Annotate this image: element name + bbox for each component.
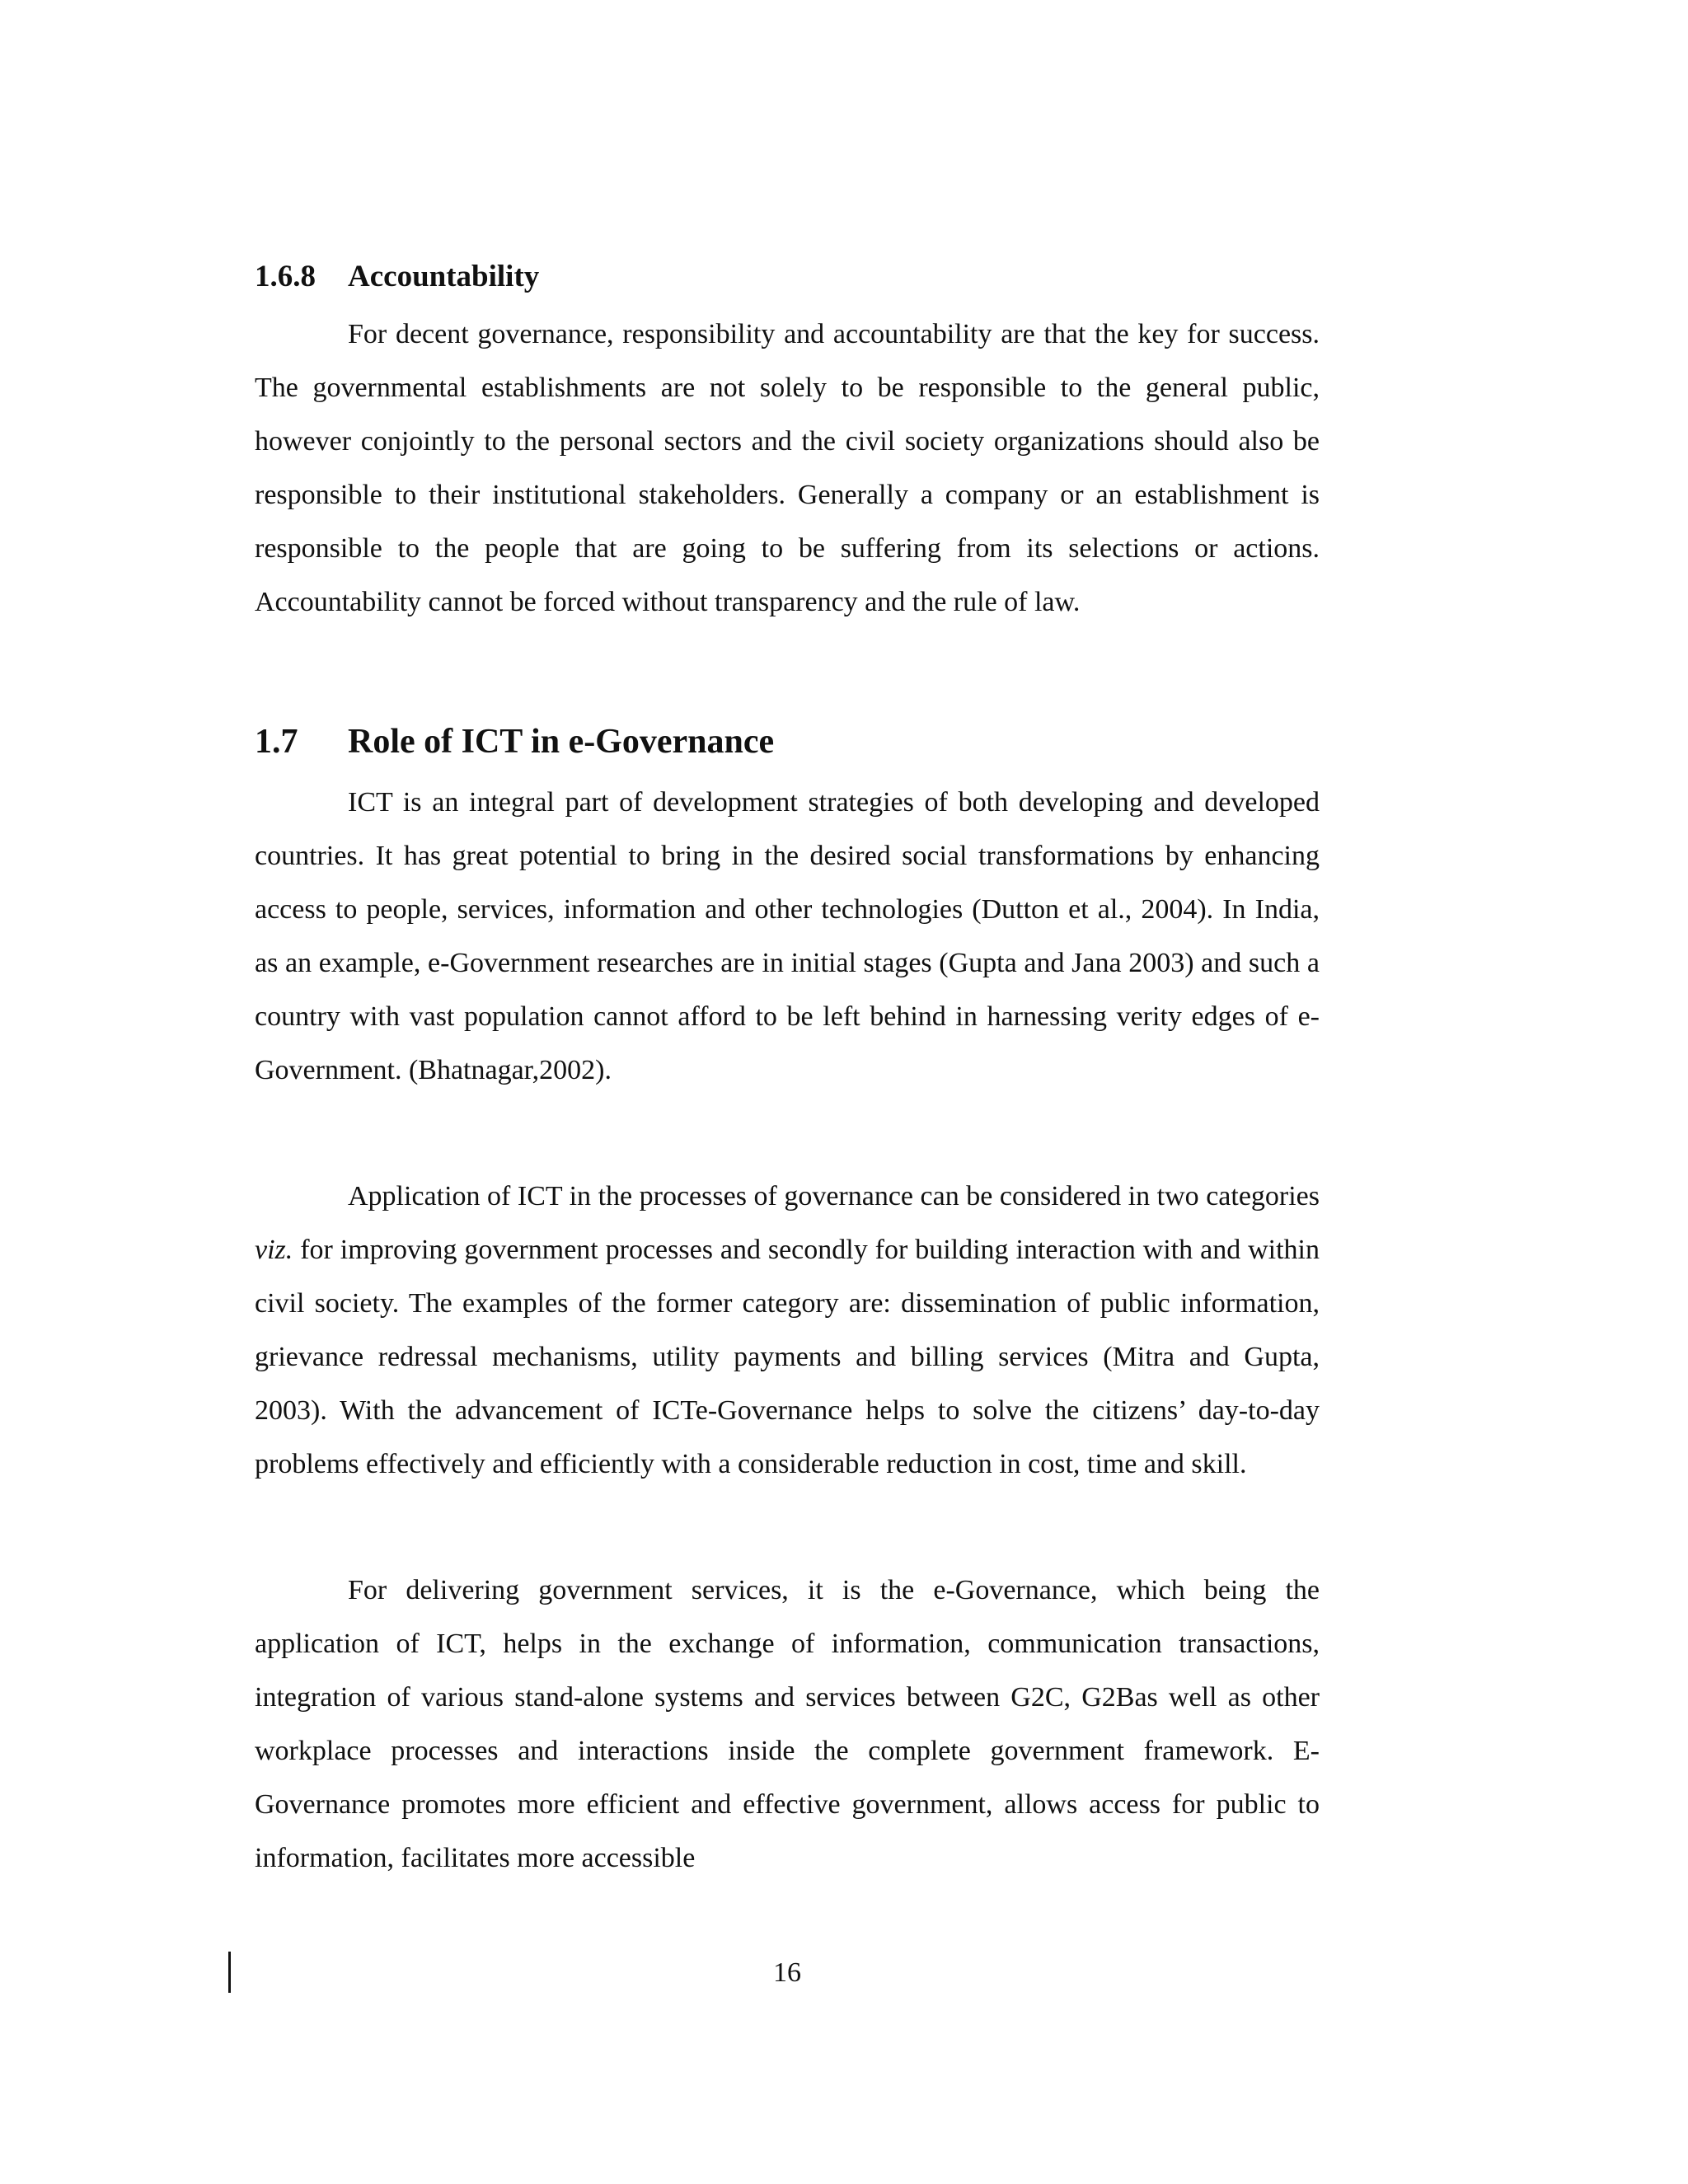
section-title: Accountability: [348, 260, 540, 293]
section-number: 1.6.8: [255, 260, 316, 293]
section-heading-1-7: [255, 719, 774, 765]
paragraph-text-start: Application of ICT in the processes of governance can be considered in two categories: [348, 1181, 1320, 1212]
paragraph-e-governance-services: For delivering government services, it is the e-Governance, which being the application of ICT, helps in the exchange of information, communication transactions, integration of various stand-alone systems and services between G2C, G2Bas well as other workplace processes and interactions inside the complete government framework. E-Governance promotes more efficient and effective government, allows access for public to information, facilitates more accessible: [255, 1575, 1320, 1873]
page-number: 16: [773, 1957, 801, 1988]
italic-term: viz.: [255, 1235, 293, 1265]
section-heading-1-6-8: [255, 255, 539, 298]
paragraph-text-end: for improving government processes and secondly for building interaction with and within civil society. The examples of the former category are: dissemination of public information, grievance redressal mechanisms, utility payments and billing services (Mitra and Gupta, 2003). With the advancement of ICTe-Governance helps to solve the citizens’ day-to-day problems effectively and efficiently with a considerable reduction in cost, time and skill.: [255, 1235, 1320, 1479]
section-number: 1.7: [255, 723, 298, 761]
paragraph-ict-application: [255, 1169, 1320, 1491]
section-title: Role of ICT in e-Governance: [348, 723, 775, 761]
paragraph-accountability: For decent governance, responsibility and accountability are that the key for success. The governmental establishments are not solely to be responsible to the general public, however conjointly to the personal sectors and the civil society organizations should also be responsible to their institutional stakeholders. Generally a company or an establishment is responsible to the people that are going to be suffering from its selections or actions. Accountability cannot be forced without transparency and the rule of law.: [255, 319, 1320, 617]
paragraph-ict-development: ICT is an integral part of development strategies of both developing and developed countries. It has great potential to bring in the desired social transformations by enhancing access to people, services, information and other technologies (Dutton et al., 2004). In India, as an example, e-Government researches are in initial stages (Gupta and Jana 2003) and such a country with vast population cannot afford to be left behind in harnessing verity edges of e-Government. (Bhatnagar,2002).: [255, 787, 1320, 1085]
